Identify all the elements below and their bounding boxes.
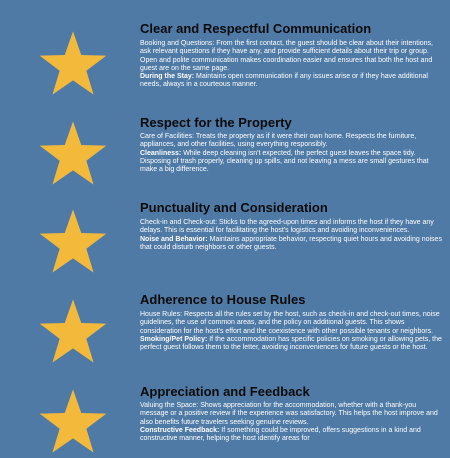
star-icon — [38, 298, 108, 368]
section-body — [140, 402, 444, 443]
paragraph-label: Cleanliness: — [140, 149, 182, 157]
section-title: Adherence to House Rules — [140, 292, 306, 307]
section-title: Respect for the Property — [140, 115, 292, 130]
paragraph: Smoking/Pet Policy: If the accommodation has specific policies on smoking or allowing pets, the perfect guest follows them to the letter, avoiding inconveniences for future guests or the host. — [140, 335, 442, 352]
section-body — [140, 40, 444, 90]
section-title: Appreciation and Feedback — [140, 384, 310, 399]
paragraph: House Rules: Respects all the rules set by the host, such as check-in and check-out times, noise guidelines, the use of common areas, and the policy on additional guests. This shows consideration for the host's effort and the coexistence with other possible tenants or neighbors. — [140, 311, 440, 335]
star-icon — [38, 120, 108, 190]
paragraph: Constructive Feedback: If something could be improved, offers suggestions in a kind and constructive manner, helping the host identify areas for — [140, 426, 421, 443]
paragraph-label: During the Stay: — [140, 73, 195, 81]
paragraph-label: Noise and Behavior: — [140, 235, 208, 243]
star-icon — [38, 388, 108, 458]
paragraph: During the Stay: Maintains open communication if any issues arise or if they have additional needs, always in a courteous manner. — [140, 73, 428, 89]
section-body — [140, 133, 444, 174]
star-icon — [38, 208, 108, 278]
section-body — [140, 219, 444, 252]
paragraph-label: Smoking/Pet Policy: — [140, 335, 208, 343]
paragraph: Noise and Behavior: Maintains appropriate behavior, respecting quiet hours and avoiding noises that could disturb neighbors or other guests. — [140, 235, 442, 251]
paragraph: Care of Facilities: Treats the property as if it were their own home. Respects the furniture, appliances, and other facilities, using everything responsibly. — [140, 133, 417, 149]
star-icon — [38, 30, 108, 100]
paragraph: Check-in and Check-out: Sticks to the agreed-upon times and informs the host if they have any delays. This is essential for facilitating the host's logistics and avoiding inconveniences. — [140, 219, 434, 235]
paragraph: Valuing the Space: Shows appreciation for the accommodation, whether with a thank-you message or a positive review if the experience was satisfactory. This helps the host improve and also benefits future travelers seeking genuine reviews. — [140, 402, 438, 426]
paragraph: Cleanliness: While deep cleaning isn't expected, the perfect guest leaves the space tidy. Disposing of trash properly, cleaning up spills, and not leaving a mess are small gestures that make a big difference. — [140, 149, 429, 174]
section-title: Clear and Respectful Communication — [140, 21, 372, 36]
paragraph: Booking and Questions: From the first contact, the guest should be clear about their intentions, ask relevant questions if they have any, and provide sufficient details about their trip or group. Open and polite communication makes coordination easier and ensures that both the host and guest are on the same page. — [140, 40, 434, 72]
section-body — [140, 311, 444, 352]
paragraph-label: Constructive Feedback: — [140, 426, 220, 434]
section-title: Punctuality and Consideration — [140, 200, 328, 215]
